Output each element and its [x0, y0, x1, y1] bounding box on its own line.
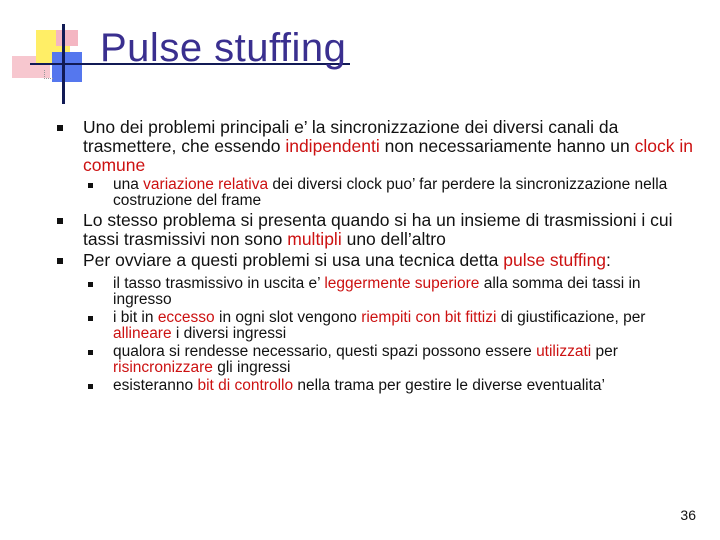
highlight-text: indipendenti [285, 136, 380, 156]
text-run: il tasso trasmissivo in uscita e’ [113, 275, 325, 292]
text-run: dei diversi clock puo’ far perdere la sincronizzazione nella costruzione del frame [113, 176, 668, 209]
text-run: i bit in [113, 309, 158, 326]
text-run: : [606, 250, 611, 270]
highlight-text: clock in comune [83, 136, 693, 175]
highlight-text: allineare [113, 325, 172, 342]
text-run: gli ingressi [212, 359, 291, 376]
sub-bullet-item [55, 177, 695, 209]
text-run: di giustificazione, per [496, 309, 646, 326]
text-run: esisteranno [113, 377, 198, 394]
text-run: Per ovviare a questi problemi si usa una tecnica detta [83, 250, 504, 270]
corner-decoration-dots [44, 70, 53, 79]
bullet-text [83, 210, 672, 249]
square-bullet-icon [57, 218, 63, 224]
text-run: una [113, 176, 144, 193]
slide-title: Pulse stuffing [100, 26, 347, 70]
sub-bullet-item [55, 344, 695, 376]
highlight-text: bit di controllo [197, 377, 294, 394]
sub-bullet-text [113, 275, 641, 308]
highlight-text: eccesso [157, 309, 215, 326]
sub-bullet-item [55, 310, 695, 342]
text-run: i diversi ingressi [171, 325, 287, 342]
bullet-item [55, 118, 695, 175]
page-number: 36 [680, 507, 696, 523]
text-run: qualora si rendesse necessario, questi spazi possono essere [113, 343, 537, 360]
text-run: per [591, 343, 618, 360]
sub-bullet-text [113, 176, 667, 209]
bullet-item [55, 211, 695, 249]
square-bullet-icon [88, 183, 93, 188]
sub-bullet-text [113, 343, 618, 376]
highlight-text: risincronizzare [113, 359, 213, 376]
square-bullet-icon [88, 282, 93, 287]
text-run: Uno dei problemi principali e’ la sincronizzazione dei diversi canali da trasmettere, che essendo [83, 117, 619, 156]
slide-body [55, 118, 695, 394]
highlight-text: pulse stuffing [503, 250, 607, 270]
bullet-text [83, 250, 611, 270]
highlight-text: utilizzati [536, 343, 592, 360]
square-bullet-icon [88, 350, 93, 355]
square-bullet-icon [88, 316, 93, 321]
text-run: alla somma dei tassi in ingresso [113, 275, 641, 308]
square-bullet-icon [57, 125, 63, 131]
sub-bullet-text [113, 309, 645, 342]
text-run: uno dell’altro [341, 229, 446, 249]
square-bullet-icon [88, 384, 93, 389]
sub-bullet-item [55, 276, 695, 308]
highlight-text: riempiti con bit fittizi [361, 309, 497, 326]
corner-decoration-pink-small [56, 30, 78, 46]
text-run: Lo stesso problema si presenta quando si ha un insieme di trasmissioni i cui tassi trasmissivi non sono [83, 210, 673, 249]
bullet-item [55, 251, 695, 270]
sub-bullet-text [113, 377, 605, 394]
text-run: nella trama per gestire le diverse eventualita’ [293, 377, 605, 394]
highlight-text: variazione relativa [143, 176, 269, 193]
sub-bullet-item [55, 378, 695, 394]
highlight-text: leggermente superiore [324, 275, 480, 292]
square-bullet-icon [57, 258, 63, 264]
bullet-text [83, 117, 693, 175]
highlight-text: multipli [287, 229, 342, 249]
corner-decoration-blue [52, 52, 82, 82]
text-run: in ogni slot vengono [214, 309, 362, 326]
text-run: non necessariamente hanno un [379, 136, 635, 156]
